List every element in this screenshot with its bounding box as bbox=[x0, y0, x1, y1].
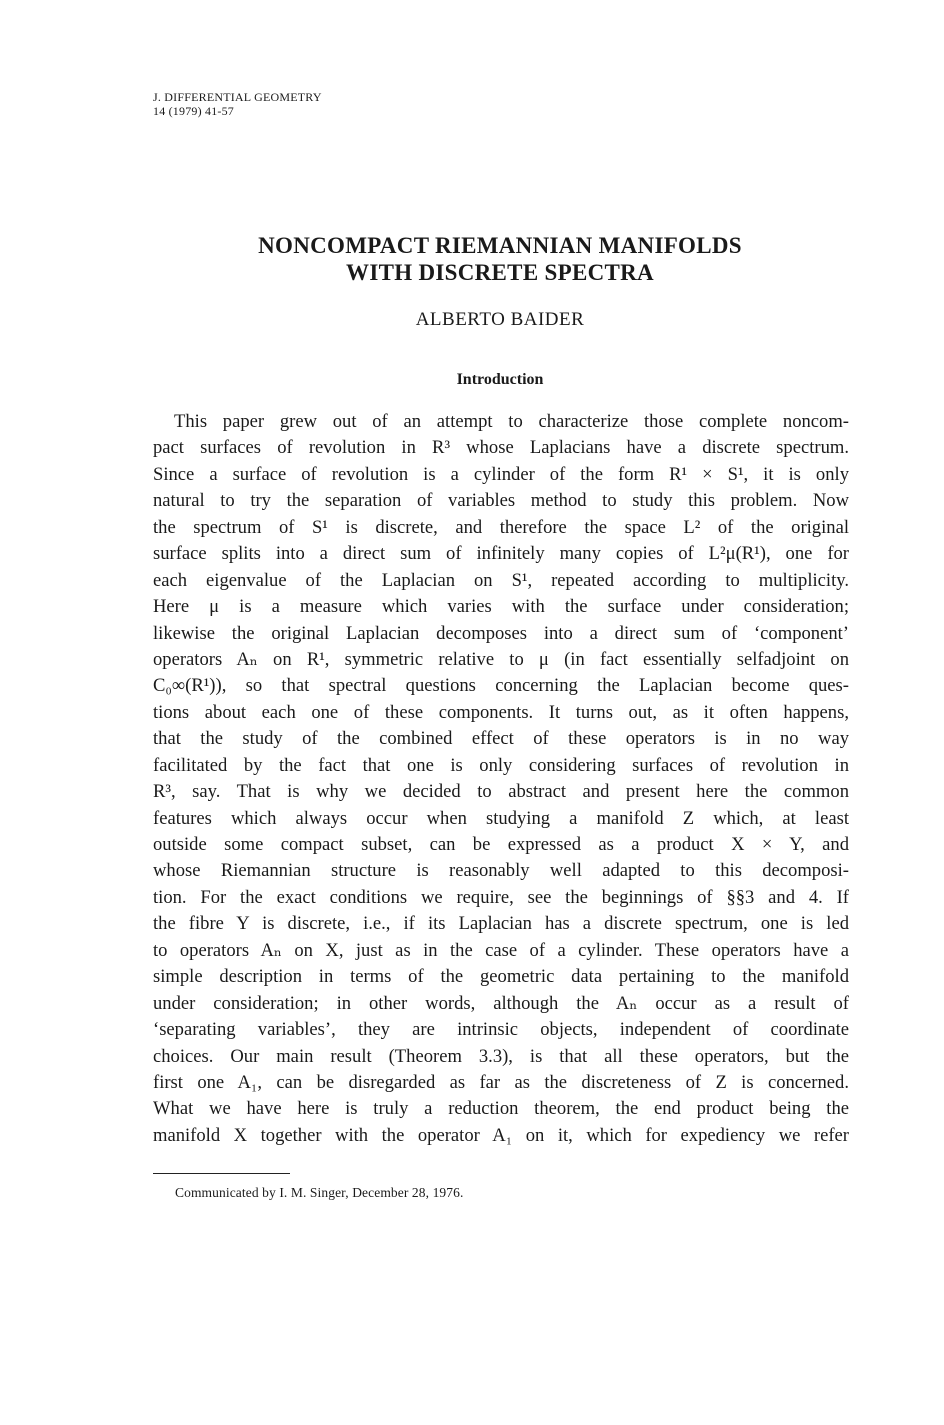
body-text-line: ‘separating variables’, they are intrinsic objects, independent of coordinate bbox=[153, 1019, 849, 1041]
body-text-line: simple description in terms of the geometric data pertaining to the manifold bbox=[153, 966, 849, 988]
body-text-line: whose Riemannian structure is reasonably well adapted to this decomposi- bbox=[153, 860, 849, 882]
body-text-line: What we have here is truly a reduction theorem, the end product being the bbox=[153, 1098, 849, 1120]
body-text-line: likewise the original Laplacian decomposes into a direct sum of ‘component’ bbox=[153, 622, 849, 644]
body-text-line: C₀∞(R¹)), so that spectral questions concerning the Laplacian become ques- bbox=[153, 675, 849, 697]
body-text-line: natural to try the separation of variables method to study this problem. Now bbox=[153, 490, 849, 512]
body-text-line: surface splits into a direct sum of infinitely many copies of L²μ(R¹), one for bbox=[153, 543, 849, 565]
journal-name: J. DIFFERENTIAL GEOMETRY bbox=[153, 90, 322, 104]
body-text-line: choices. Our main result (Theorem 3.3), is that all these operators, but the bbox=[153, 1045, 849, 1067]
body-text-line: Since a surface of revolution is a cylinder of the form R¹ × S¹, it is only bbox=[153, 463, 849, 485]
journal-citation: 14 (1979) 41-57 bbox=[153, 104, 234, 118]
body-text-line: to operators Aₙ on X, just as in the case of a cylinder. These operators have a bbox=[153, 939, 849, 961]
body-text-line: facilitated by the fact that one is only considering surfaces of revolution in bbox=[153, 754, 849, 776]
body-text-line: that the study of the combined effect of these operators is in no way bbox=[153, 728, 849, 750]
section-heading: Introduction bbox=[456, 371, 544, 388]
author-name: ALBERTO BAIDER bbox=[415, 309, 585, 330]
body-text-line: tions about each one of these components. It turns out, as it often happens, bbox=[153, 701, 849, 723]
body-text-line: tion. For the exact conditions we require, see the beginnings of §§3 and 4. If bbox=[153, 886, 849, 908]
body-text-line: each eigenvalue of the Laplacian on S¹, repeated according to multiplicity. bbox=[153, 569, 849, 591]
body-text-line: first one A₁, can be disregarded as far as the discreteness of Z is concerned. bbox=[153, 1071, 849, 1093]
body-text-line: pact surfaces of revolution in R³ whose Laplacians have a discrete spectrum. bbox=[153, 437, 849, 459]
body-text-line: the fibre Y is discrete, i.e., if its Laplacian has a discrete spectrum, one is led bbox=[153, 913, 849, 935]
body-text-line: manifold X together with the operator A₁ on it, which for expediency we refer bbox=[153, 1124, 849, 1146]
body-text-line: This paper grew out of an attempt to characterize those complete noncom- bbox=[174, 411, 849, 432]
body-text-line: Here μ is a measure which varies with the surface under consideration; bbox=[153, 596, 849, 618]
footnote-divider bbox=[153, 1173, 290, 1174]
footnote: Communicated by I. M. Singer, December 28, 1976. bbox=[175, 1185, 464, 1200]
paper-title-line-1: NONCOMPACT RIEMANNIAN MANIFOLDS bbox=[258, 233, 742, 258]
paper-title-line-2: WITH DISCRETE SPECTRA bbox=[346, 260, 654, 285]
body-text-line: the spectrum of S¹ is discrete, and therefore the space L² of the original bbox=[153, 516, 849, 538]
introduction-paragraph bbox=[153, 409, 849, 1149]
body-text-line: R³, say. That is why we decided to abstract and present here the common bbox=[153, 781, 849, 803]
body-text-line: outside some compact subset, can be expressed as a product X × Y, and bbox=[153, 834, 849, 855]
body-text-line: features which always occur when studying a manifold Z which, at least bbox=[153, 807, 849, 829]
journal-header bbox=[153, 90, 322, 118]
body-text-line: operators Aₙ on R¹, symmetric relative to μ (in fact essentially selfadjoint on bbox=[153, 648, 849, 670]
body-text-line: under consideration; in other words, although the Aₙ occur as a result of bbox=[153, 992, 849, 1014]
